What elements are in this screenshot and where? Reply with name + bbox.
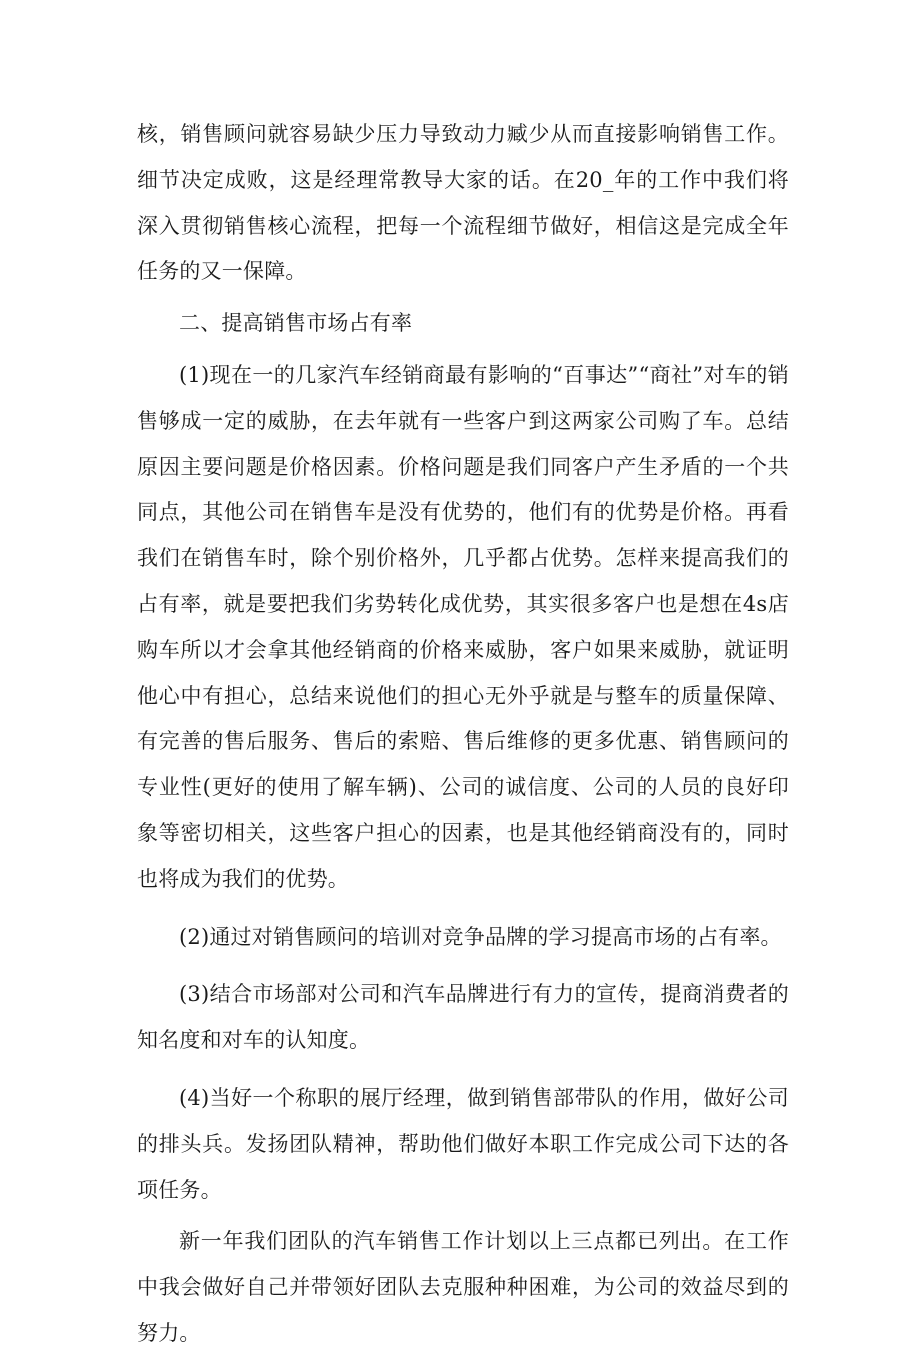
paragraph-intro: 核，销售顾问就容易缺少压力导致动力臧少从而直接影响销售工作。细节决定成败，这是经理常教导大家的话。在20_年的工作中我们将深入贯彻销售核心流程，把每一个流程细节做好，相信这是完成全年任务的又一保障。 xyxy=(137,122,789,284)
paragraph-conclusion: 新一年我们团队的汽车销售工作计划以上三点都已列出。在工作中我会做好自己并带领好团队去克服种种困难，为公司的效益尽到的努力。 xyxy=(137,1229,789,1345)
paragraph-item-4: (4)当好一个称职的展厅经理，做到销售部带队的作用，做好公司的排头兵。发扬团队精神，帮助他们做好本职工作完成公司下达的各项任务。 xyxy=(137,1085,789,1202)
paragraph-item-1: (1)现在一的几家汽车经销商最有影响的“百事达”“商社”对车的销售够成一定的威胁，在去年就有一些客户到这两家公司购了车。总结原因主要问题是价格因素。价格问题是我们同客户产生矛盾的一个共同点，其他公司在销售车是没有优势的，他们有的优势是价格。再看我们在销售车时，除个别价格外，几乎都占优势。怎样来提高我们的占有率，就是要把我们劣势转化成优势，其实很多客户也是想在4s店购车所以才会拿其他经销商的价格来威胁，客户如果来威胁，就证明他心中有担心，总结来说他们的担心无外乎就是与整车的质量保障、有完善的售后服务、售后的索赔、售后维修的更多优惠、销售顾问的专业性(更好的使用了解车辆)、公司的诚信度、公司的人员的良好印象等密切相关，这些客户担心的因素，也是其他经销商没有的，同时也将成为我们的优势。 xyxy=(137,362,789,891)
section-heading: 二、提高销售市场占有率 xyxy=(179,311,413,336)
paragraph-item-3: (3)结合市场部对公司和汽车品牌进行有力的宣传，提商消费者的知名度和对车的认知度。 xyxy=(137,982,789,1053)
paragraph-item-2: (2)通过对销售顾问的培训对竞争品牌的学习提高市场的占有率。 xyxy=(179,924,782,949)
document-body xyxy=(137,112,789,1357)
